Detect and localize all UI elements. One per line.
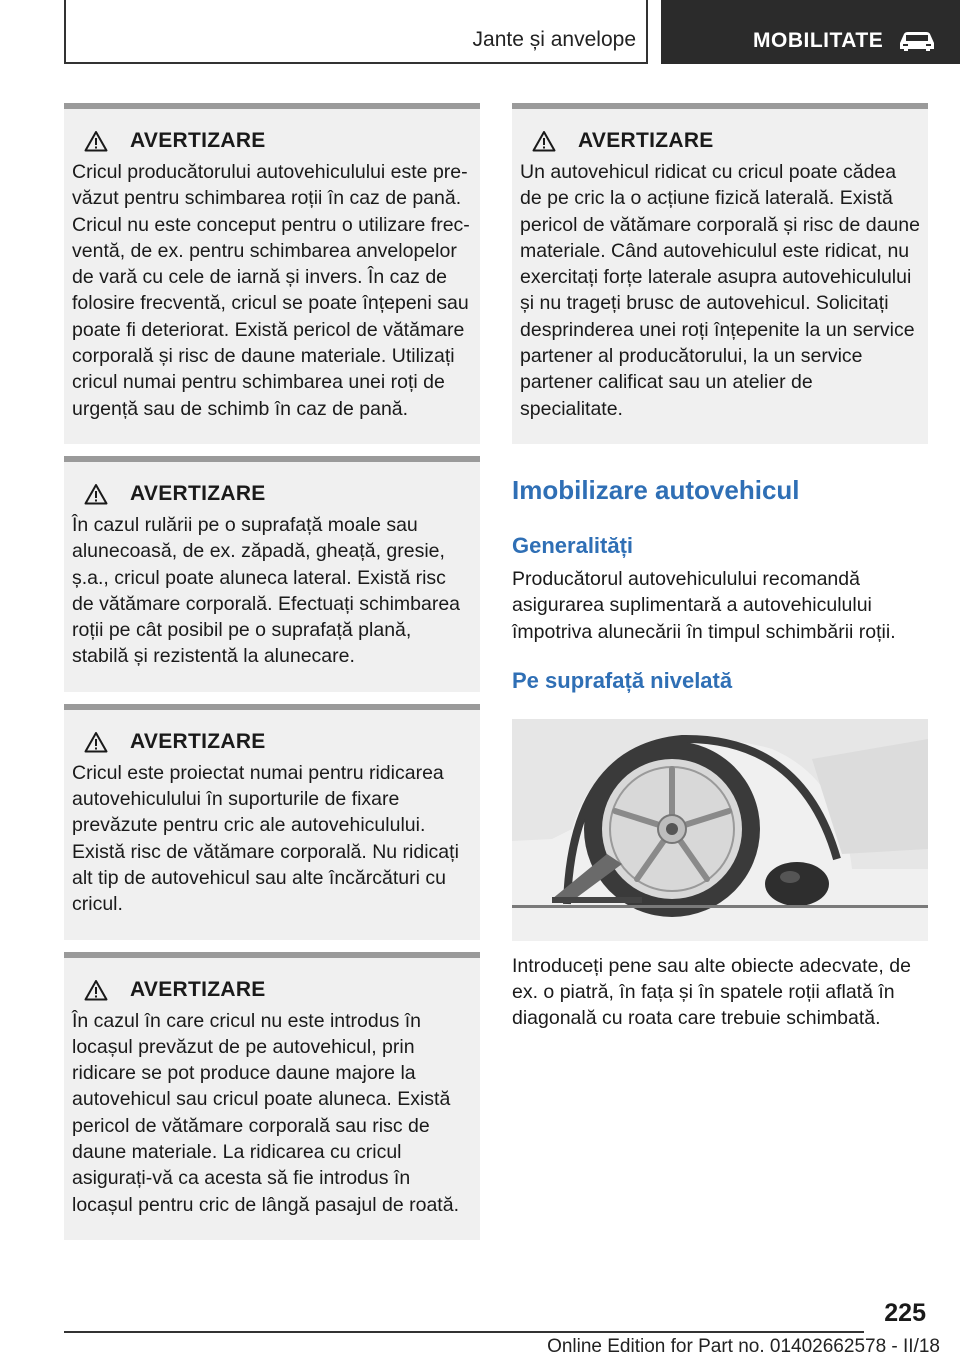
warning-title: AVERTIZARE [130,481,266,505]
wheel-illustration [512,719,928,941]
warning-triangle-icon [84,483,108,505]
warning-box [512,103,928,444]
warning-title: AVERTIZARE [130,729,266,753]
warning-triangle-icon [84,731,108,753]
header-section-title: Jante și anvelope [472,28,636,51]
warning-triangle-icon [84,979,108,1001]
warning-box [64,952,480,1240]
warning-box [64,456,480,692]
footer-divider [64,1331,864,1333]
subheading-general: Generalități [512,532,634,558]
warning-box [64,704,480,940]
warning-text: Un autovehicul ridicat cu cricul poate cădea de pe cric la o acțiune fizică laterală. Există pericol de vătămare corporală și risc de daune materiale. Când autovehiculul este ridicat, nu exercitați forțe laterale asupra autovehiculului și nu trageți brusc de autovehicul. Solicitați desprinderea unei roți înțepenite la un service partener al producătorului, la un service partener calificat sau un atelier de specialitate. [520,161,920,420]
page-number: 225 [884,1299,926,1327]
subheading-level-surface: Pe suprafață nivelată [512,667,733,693]
section-heading: Imobilizare autovehicul [512,474,800,505]
warning-text: Cricul este proiectat numai pentru ridicarea autovehiculului în suporturile de fixare prevăzute pentru cric ale autovehiculului. Există risc de vătămare corporală. Nu ridicați alt tip de autovehicul sau alte încărcături cu cricul. [72,761,459,916]
edition-note: Online Edition for Part no. 01402662578 - II/18 [547,1336,940,1357]
warning-title: AVERTIZARE [130,129,266,152]
warning-title: AVERTIZARE [578,129,714,152]
warning-text: În cazul rulării pe o suprafață moale sau alunecoasă, de ex. zăpadă, gheață, gresie, ș.a., cricul poate aluneca lateral. Există risc de vătămare corporală. Efectuați schimbarea roții pe cât posibil pe o suprafață plană, stabilă și rezistentă la alunecare. [72,513,461,668]
warning-title: AVERTIZARE [130,977,266,1001]
warning-box [64,103,480,444]
warning-triangle-icon [84,130,108,152]
header-chapter-label: MOBILITATE [753,29,884,52]
left-column [64,103,480,1252]
warning-text: Cricul producătorului autovehiculului este prevăzut pentru schimbarea roții în caz de pană. Cricul nu este conceput pentru o utilizare frecventă, de ex. pentru schimbarea anvelopelor de vară cu cele de iarnă și invers. În caz de folosire frecventă, cricul se poate înțepeni sau poate fi deteriorat. Există pericol de vătămare corporală și risc de daune materiale. Utilizați cricul numai pentru schimbarea unei roți de urgență sau de schimb în caz de pană. [72,161,470,420]
header-chapter-tab [661,0,960,64]
warning-triangle-icon [532,130,556,152]
paragraph-general: Producătorul autovehiculului recomandă asigurarea suplimentară a autovehiculului împotriva alunecării în timpul schimbării roții. [512,567,896,643]
figure-caption: Introduceți pene sau alte obiecte adecvate, de ex. o piatră, în fața și în spatele roții aflată în diagonală cu roata care trebuie schimbată. [512,954,911,1030]
car-icon [897,30,937,52]
wheel-chock-illustration [512,719,928,941]
right-column [512,103,928,1032]
warning-text: În cazul în care cricul nu este introdus în locașul prevăzut de pe autovehicul, prin ridicare se pot produce daune majore la autovehicul sau cricul poate aluneca. Există pericol de vătămare corporală sau risc de daune materiale. La ridicarea cu cricul asigurați-vă ca acesta să fie introdus în locașul pentru cric de lângă pasajul de roată. [72,1009,459,1216]
